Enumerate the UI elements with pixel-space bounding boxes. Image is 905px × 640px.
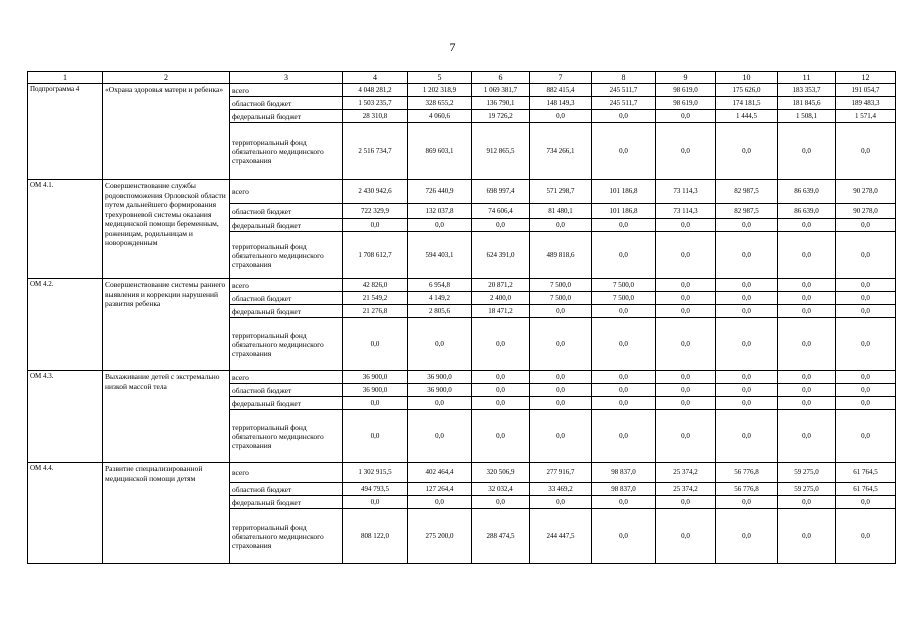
table-row [28, 279, 896, 292]
amount-cell: 1 503 235,7 [343, 97, 408, 110]
amount-cell: 2 400,0 [472, 292, 530, 305]
amount-cell: 0,0 [343, 318, 408, 371]
amount-cell: 869 603,1 [408, 123, 472, 180]
amount-cell: 0,0 [836, 397, 896, 410]
amount-cell: 86 639,0 [778, 180, 836, 204]
amount-cell: 0,0 [472, 371, 530, 384]
program-name: Развитие специализированной медицинской помощи детям [103, 463, 230, 564]
amount-cell: 7 500,0 [592, 279, 656, 292]
amount-cell: 98 837,0 [592, 463, 656, 483]
amount-cell: 0,0 [778, 232, 836, 279]
amount-cell: 0,0 [836, 384, 896, 397]
table-row [28, 180, 896, 204]
amount-cell: 90 278,0 [836, 180, 896, 204]
amount-cell: 277 916,7 [530, 463, 592, 483]
amount-cell: 0,0 [836, 279, 896, 292]
amount-cell: 0,0 [472, 318, 530, 371]
program-code: Подпрограмма 4 [28, 84, 103, 180]
amount-cell: 0,0 [343, 496, 408, 509]
amount-cell: 73 114,3 [656, 180, 716, 204]
amount-cell: 2 805,6 [408, 305, 472, 318]
funding-source: территориальный фонд обязательного медицинского страхования [230, 318, 343, 371]
amount-cell: 98 837,0 [592, 483, 656, 496]
amount-cell: 0,0 [530, 110, 592, 123]
amount-cell: 1 302 915,5 [343, 463, 408, 483]
amount-cell: 73 114,3 [656, 204, 716, 219]
amount-cell: 0,0 [656, 371, 716, 384]
funding-source: федеральный бюджет [230, 219, 343, 232]
amount-cell: 0,0 [656, 232, 716, 279]
amount-cell: 0,0 [716, 371, 778, 384]
funding-source: областной бюджет [230, 204, 343, 219]
amount-cell: 245 511,7 [592, 97, 656, 110]
amount-cell: 0,0 [530, 496, 592, 509]
amount-cell: 0,0 [836, 509, 896, 564]
funding-source: территориальный фонд обязательного медицинского страхования [230, 509, 343, 564]
program-name: Совершенствование системы раннего выявления и коррекции нарушений развития ребенка [103, 279, 230, 371]
amount-cell: 0,0 [530, 305, 592, 318]
amount-cell: 0,0 [716, 509, 778, 564]
amount-cell: 0,0 [592, 384, 656, 397]
amount-cell: 1 444,5 [716, 110, 778, 123]
amount-cell: 28 310,8 [343, 110, 408, 123]
amount-cell: 1 508,1 [778, 110, 836, 123]
amount-cell: 0,0 [530, 219, 592, 232]
amount-cell: 0,0 [836, 292, 896, 305]
amount-cell: 4 060,6 [408, 110, 472, 123]
amount-cell: 175 626,0 [716, 84, 778, 97]
amount-cell: 0,0 [778, 123, 836, 180]
amount-cell: 0,0 [836, 371, 896, 384]
amount-cell: 19 726,2 [472, 110, 530, 123]
amount-cell: 59 275,0 [778, 483, 836, 496]
program-name: Выхаживание детей с экстремально низкой массой тела [103, 371, 230, 463]
amount-cell: 181 845,6 [778, 97, 836, 110]
amount-cell: 0,0 [778, 496, 836, 509]
amount-cell: 571 298,7 [530, 180, 592, 204]
amount-cell: 132 037,8 [408, 204, 472, 219]
amount-cell: 36 900,0 [343, 384, 408, 397]
amount-cell: 0,0 [656, 318, 716, 371]
amount-cell: 33 469,2 [530, 483, 592, 496]
program-code: ОМ 4.2. [28, 279, 103, 371]
amount-cell: 0,0 [592, 371, 656, 384]
amount-cell: 0,0 [716, 305, 778, 318]
amount-cell: 0,0 [530, 384, 592, 397]
amount-cell: 0,0 [778, 318, 836, 371]
header-cell: 1 [28, 72, 103, 84]
amount-cell: 0,0 [472, 384, 530, 397]
funding-source: федеральный бюджет [230, 305, 343, 318]
amount-cell: 0,0 [778, 410, 836, 463]
amount-cell: 0,0 [836, 123, 896, 180]
amount-cell: 74 606,4 [472, 204, 530, 219]
amount-cell: 101 186,8 [592, 180, 656, 204]
amount-cell: 0,0 [656, 219, 716, 232]
budget-table [27, 71, 896, 564]
amount-cell: 594 403,1 [408, 232, 472, 279]
amount-cell: 82 987,5 [716, 180, 778, 204]
amount-cell: 0,0 [472, 410, 530, 463]
amount-cell: 2 430 942,6 [343, 180, 408, 204]
amount-cell: 722 329,9 [343, 204, 408, 219]
amount-cell: 0,0 [592, 397, 656, 410]
header-cell: 8 [592, 72, 656, 84]
header-cell: 3 [230, 72, 343, 84]
amount-cell: 0,0 [656, 397, 716, 410]
amount-cell: 42 826,0 [343, 279, 408, 292]
header-cell: 9 [656, 72, 716, 84]
amount-cell: 882 415,4 [530, 84, 592, 97]
header-cell: 4 [343, 72, 408, 84]
amount-cell: 0,0 [592, 509, 656, 564]
amount-cell: 0,0 [656, 305, 716, 318]
amount-cell: 0,0 [656, 410, 716, 463]
amount-cell: 7 500,0 [530, 292, 592, 305]
amount-cell: 7 500,0 [530, 279, 592, 292]
amount-cell: 245 511,7 [592, 84, 656, 97]
funding-source: федеральный бюджет [230, 496, 343, 509]
amount-cell: 0,0 [656, 384, 716, 397]
amount-cell: 328 655,2 [408, 97, 472, 110]
amount-cell: 32 032,4 [472, 483, 530, 496]
amount-cell: 726 440,9 [408, 180, 472, 204]
amount-cell: 808 122,0 [343, 509, 408, 564]
amount-cell: 0,0 [408, 219, 472, 232]
amount-cell: 189 483,3 [836, 97, 896, 110]
funding-source: территориальный фонд обязательного медицинского страхования [230, 123, 343, 180]
funding-source: областной бюджет [230, 97, 343, 110]
amount-cell: 2 516 734,7 [343, 123, 408, 180]
header-cell: 12 [836, 72, 896, 84]
amount-cell: 0,0 [656, 279, 716, 292]
amount-cell: 0,0 [592, 305, 656, 318]
header-cell: 2 [103, 72, 230, 84]
amount-cell: 0,0 [530, 371, 592, 384]
amount-cell: 191 054,7 [836, 84, 896, 97]
amount-cell: 0,0 [408, 318, 472, 371]
amount-cell: 127 264,4 [408, 483, 472, 496]
amount-cell: 0,0 [836, 496, 896, 509]
program-code: ОМ 4.3. [28, 371, 103, 463]
amount-cell: 0,0 [343, 410, 408, 463]
amount-cell: 20 871,2 [472, 279, 530, 292]
amount-cell: 494 793,5 [343, 483, 408, 496]
amount-cell: 0,0 [592, 219, 656, 232]
header-cell: 5 [408, 72, 472, 84]
program-code: ОМ 4.1. [28, 180, 103, 279]
amount-cell: 698 997,4 [472, 180, 530, 204]
amount-cell: 0,0 [472, 397, 530, 410]
amount-cell: 0,0 [592, 318, 656, 371]
amount-cell: 1 069 381,7 [472, 84, 530, 97]
amount-cell: 912 865,5 [472, 123, 530, 180]
amount-cell: 0,0 [778, 292, 836, 305]
amount-cell: 4 149,2 [408, 292, 472, 305]
amount-cell: 0,0 [716, 123, 778, 180]
amount-cell: 0,0 [592, 110, 656, 123]
amount-cell: 0,0 [656, 292, 716, 305]
header-cell: 11 [778, 72, 836, 84]
amount-cell: 0,0 [778, 305, 836, 318]
amount-cell: 61 764,5 [836, 463, 896, 483]
amount-cell: 0,0 [472, 496, 530, 509]
amount-cell: 244 447,5 [530, 509, 592, 564]
amount-cell: 0,0 [778, 371, 836, 384]
amount-cell: 0,0 [716, 410, 778, 463]
table-row [28, 84, 896, 97]
amount-cell: 0,0 [778, 397, 836, 410]
amount-cell: 0,0 [343, 397, 408, 410]
amount-cell: 6 954,8 [408, 279, 472, 292]
amount-cell: 25 374,2 [656, 463, 716, 483]
amount-cell: 489 818,6 [530, 232, 592, 279]
amount-cell: 148 149,3 [530, 97, 592, 110]
amount-cell: 0,0 [472, 219, 530, 232]
amount-cell: 0,0 [408, 496, 472, 509]
amount-cell: 0,0 [408, 397, 472, 410]
amount-cell: 0,0 [530, 318, 592, 371]
amount-cell: 61 764,5 [836, 483, 896, 496]
table-row [28, 463, 896, 483]
page-number: 7 [449, 40, 456, 54]
amount-cell: 0,0 [716, 496, 778, 509]
amount-cell: 1 202 318,9 [408, 84, 472, 97]
funding-source: областной бюджет [230, 384, 343, 397]
amount-cell: 98 619,0 [656, 84, 716, 97]
amount-cell: 0,0 [716, 219, 778, 232]
amount-cell: 0,0 [778, 384, 836, 397]
amount-cell: 0,0 [530, 410, 592, 463]
amount-cell: 0,0 [778, 509, 836, 564]
amount-cell: 82 987,5 [716, 204, 778, 219]
amount-cell: 36 900,0 [408, 371, 472, 384]
amount-cell: 7 500,0 [592, 292, 656, 305]
funding-source: всего [230, 84, 343, 97]
amount-cell: 136 790,1 [472, 97, 530, 110]
amount-cell: 0,0 [656, 509, 716, 564]
amount-cell: 1 708 612,7 [343, 232, 408, 279]
amount-cell: 0,0 [716, 232, 778, 279]
header-cell: 10 [716, 72, 778, 84]
amount-cell: 0,0 [656, 110, 716, 123]
funding-source: территориальный фонд обязательного медицинского страхования [230, 232, 343, 279]
amount-cell: 0,0 [530, 397, 592, 410]
header-cell: 7 [530, 72, 592, 84]
header-cell: 6 [472, 72, 530, 84]
funding-source: областной бюджет [230, 483, 343, 496]
amount-cell: 320 506,9 [472, 463, 530, 483]
amount-cell: 288 474,5 [472, 509, 530, 564]
amount-cell: 0,0 [408, 410, 472, 463]
amount-cell: 0,0 [778, 219, 836, 232]
funding-source: всего [230, 180, 343, 204]
amount-cell: 0,0 [836, 410, 896, 463]
funding-source: областной бюджет [230, 292, 343, 305]
funding-source: всего [230, 371, 343, 384]
amount-cell: 0,0 [592, 410, 656, 463]
amount-cell: 734 266,1 [530, 123, 592, 180]
amount-cell: 0,0 [656, 123, 716, 180]
amount-cell: 0,0 [592, 123, 656, 180]
amount-cell: 18 471,2 [472, 305, 530, 318]
amount-cell: 86 639,0 [778, 204, 836, 219]
amount-cell: 0,0 [836, 232, 896, 279]
amount-cell: 4 048 281,2 [343, 84, 408, 97]
program-name: Совершенствование службы родовспоможения Орловской области путем дальнейшего формирования трехуровневой системы оказания медицинской помощи беременным, роженицам, родильницам и новорожденным [103, 180, 230, 279]
funding-source: территориальный фонд обязательного медицинского страхования [230, 410, 343, 463]
amount-cell: 0,0 [656, 496, 716, 509]
amount-cell: 25 374,2 [656, 483, 716, 496]
amount-cell: 0,0 [716, 384, 778, 397]
header-row [28, 72, 896, 84]
funding-source: всего [230, 463, 343, 483]
amount-cell: 21 276,8 [343, 305, 408, 318]
amount-cell: 90 278,0 [836, 204, 896, 219]
amount-cell: 36 900,0 [343, 371, 408, 384]
amount-cell: 275 200,0 [408, 509, 472, 564]
amount-cell: 183 353,7 [778, 84, 836, 97]
amount-cell: 1 571,4 [836, 110, 896, 123]
funding-source: федеральный бюджет [230, 110, 343, 123]
amount-cell: 0,0 [836, 318, 896, 371]
table-row [28, 371, 896, 384]
amount-cell: 56 776,8 [716, 483, 778, 496]
program-code: ОМ 4.4. [28, 463, 103, 564]
amount-cell: 0,0 [778, 279, 836, 292]
amount-cell: 81 480,1 [530, 204, 592, 219]
amount-cell: 98 619,0 [656, 97, 716, 110]
amount-cell: 0,0 [716, 279, 778, 292]
amount-cell: 402 464,4 [408, 463, 472, 483]
funding-source: федеральный бюджет [230, 397, 343, 410]
amount-cell: 0,0 [592, 232, 656, 279]
amount-cell: 0,0 [716, 292, 778, 305]
amount-cell: 59 275,0 [778, 463, 836, 483]
amount-cell: 0,0 [343, 219, 408, 232]
amount-cell: 56 776,8 [716, 463, 778, 483]
amount-cell: 624 391,0 [472, 232, 530, 279]
amount-cell: 0,0 [716, 397, 778, 410]
amount-cell: 0,0 [836, 219, 896, 232]
program-name: «Охрана здоровья матери и ребенка» [103, 84, 230, 180]
amount-cell: 0,0 [592, 496, 656, 509]
amount-cell: 101 186,8 [592, 204, 656, 219]
amount-cell: 174 181,5 [716, 97, 778, 110]
amount-cell: 0,0 [836, 305, 896, 318]
amount-cell: 0,0 [716, 318, 778, 371]
amount-cell: 21 549,2 [343, 292, 408, 305]
funding-source: всего [230, 279, 343, 292]
amount-cell: 36 900,0 [408, 384, 472, 397]
